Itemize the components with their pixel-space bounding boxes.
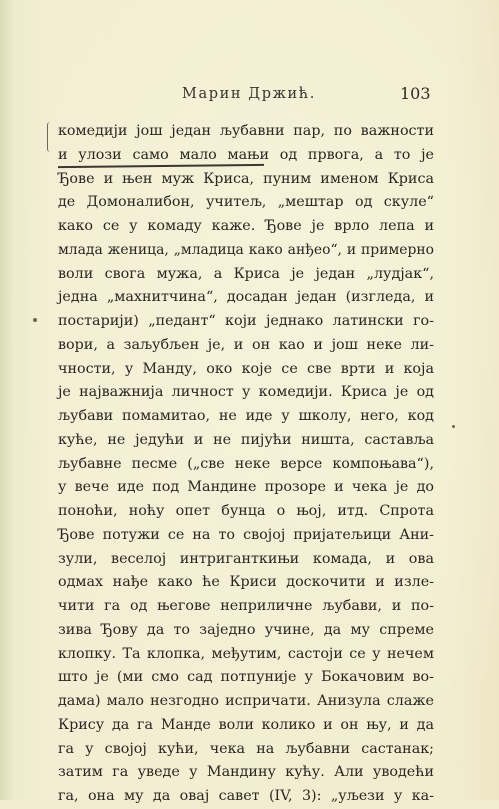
text-line: љубавне песме („све неке версе компоњава“), (58, 455, 434, 472)
margin-pencil-mark (47, 122, 54, 152)
text-line: воли свога мужа, а Криса је један „лудјак“, (58, 265, 434, 282)
text-line: чити га од његове неприличне љубави, и по- (58, 598, 434, 614)
text-line: комедији још један љубавни пар, по важности (58, 123, 434, 139)
margin-dot-mark (452, 425, 455, 428)
running-head: Марин Држић. (182, 86, 316, 102)
text-line: љубави помамитао, не иде у школу, него, код (58, 408, 434, 424)
text-line: једна „махнитчина“, досадан један (изгледа, и (58, 289, 434, 306)
text-line: куће, не једући и не пијући ништа, саставља (58, 431, 434, 448)
page-number: 103 (400, 84, 431, 103)
text-line: што је (ми смо сад потпуније у Бокачовим во- (58, 669, 434, 686)
text-line: Крису да га Манде воли колико и он њу, и да (58, 716, 434, 733)
text-line: клопку. Та клопка, међутим, састоји се у нечем (58, 645, 434, 662)
page-gutter-shadow (0, 0, 14, 800)
text-line: поноћи, ноћу опет бунца о њој, итд. Спрота (58, 503, 434, 519)
text-line: дама) мало незгодно испричати. Анизула слаже (58, 693, 434, 709)
text-line: га, она му да овај савет (IV, 3): „уљези у ка- (58, 788, 434, 804)
text-line: зули, веселој интриганткињи комада, и ова (58, 550, 434, 567)
text-line: постарији) „педант“ који једнако латински го- (58, 313, 434, 329)
text-line: де Домоналибон, учитељ, „мештар од скуле“ (58, 194, 434, 211)
text-line: затим га уведе у Мандину кућу. Али уводећи (58, 764, 434, 781)
text-line: Ђове и њен муж Криса, пуним именом Криса (58, 170, 434, 187)
page-header (0, 86, 499, 110)
text-line: зива Ђову да то заједно учине, да му спреме (58, 621, 434, 638)
text-line: га у својој кући, чека на љубавни састанак; (58, 740, 434, 757)
text-line: чности, у Манду, око које се све врти и која (58, 360, 434, 377)
text-line: Ђове потужи се на то својој пријатељици Ани- (58, 526, 434, 543)
margin-dot-mark (33, 318, 37, 322)
body-text (58, 120, 434, 809)
text-line: млада женица, „младица како анђео“, и примерно (58, 241, 434, 258)
text-line: је најважнија личност у комедији. Криса је од (58, 384, 434, 401)
text-line: како се у комаду каже. Ђове је врло лепа и (58, 218, 434, 234)
text-line: вори, а заљубљен је, и он као и још неке ли- (58, 336, 434, 353)
text-line: у вече иде под Мандине прозоре и чека је до (58, 479, 434, 496)
text-line: и улози само мало мањи од првога, а то је (58, 146, 434, 163)
text-line: одмах нађе како ће Криси доскочити и изле- (58, 574, 434, 591)
